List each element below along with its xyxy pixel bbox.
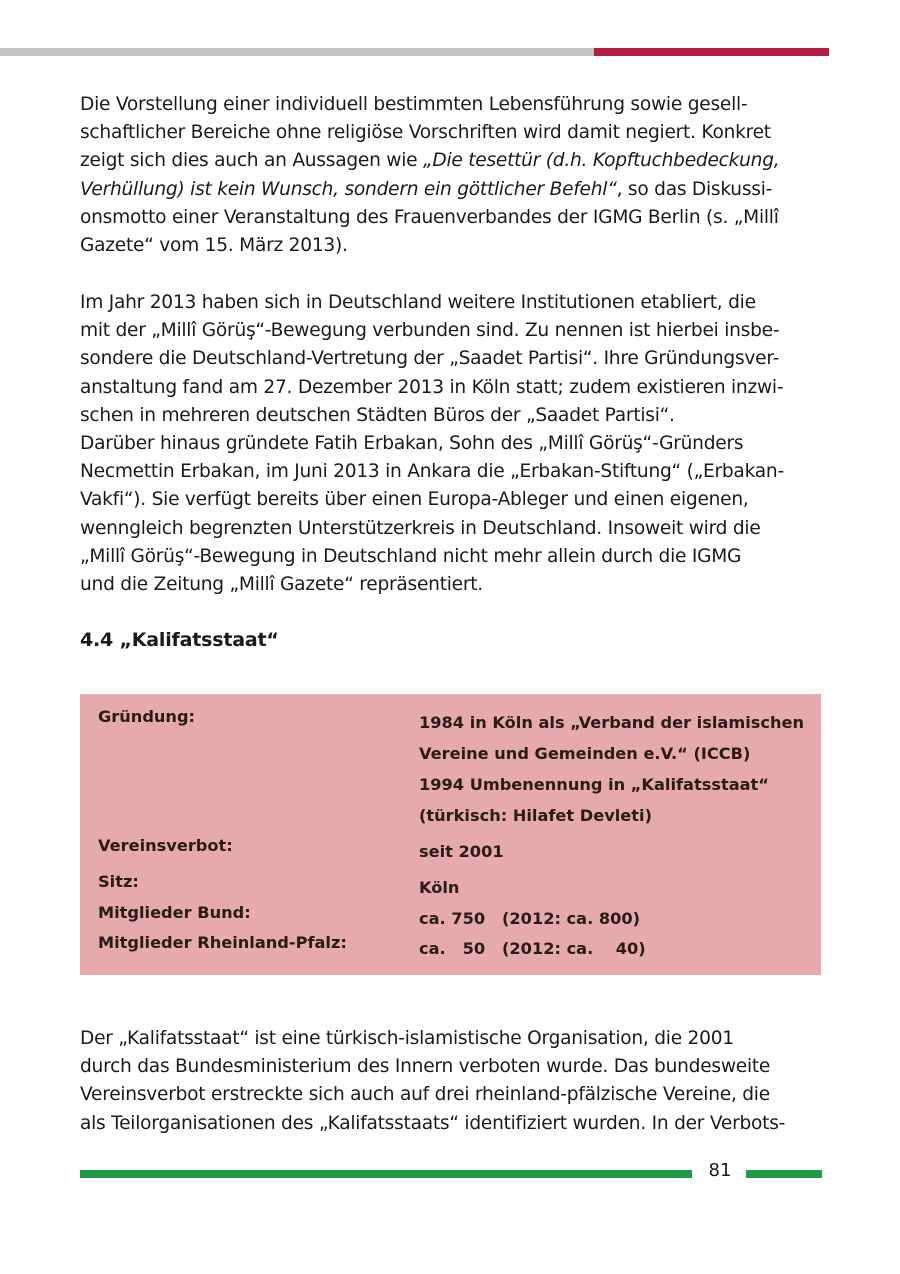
paragraph-3: Der „Kalifatsstaat“ ist eine türkisch-islamistische Organisation, die 2001 durch das Bundesministerium des Innern verboten wurde. Das bundesweite Vereinsverbot erstreckte sich auch auf drei rheinland-pfälzische Vereine, die als Teilorganisationen des „Kalifatsstaats“ identifiziert wurden. In der Verbots-	[80, 1028, 786, 1134]
top-rule-grey	[0, 48, 594, 56]
info-box	[80, 694, 821, 975]
top-rule-red	[594, 48, 829, 56]
info-value: 1984 in Köln als „Verband der islamischen Vereine und Gemeinden e.V.“ (ICCB) 1994 Umbenennung in „Kalifatsstaat“ (türkisch: Hilafet Devleti)	[419, 713, 805, 825]
bottom-rule-left	[80, 1170, 692, 1178]
info-value: ca. 750 (2012: ca. 800)	[419, 909, 641, 928]
info-label: Gründung:	[98, 707, 196, 726]
paragraph-1-text-a: Die Vorstellung einer individuell bestimmten Lebensführung sowie gesell- schaftlicher Bereiche ohne religiöse Vorschriften wird damit negiert. Konkret zeigt sich dies auch an Aussagen wie	[80, 94, 771, 172]
info-label: Vereinsverbot:	[98, 836, 233, 855]
paragraph-1-quote: „Die tesettür (d.h. Kopftuchbedeckung, Verhüllung) ist kein Wunsch, sondern ein göttlicher Befehl“	[80, 150, 780, 200]
info-label: Mitglieder Rheinland-Pfalz:	[98, 933, 347, 952]
info-value: seit 2001	[419, 842, 504, 861]
paragraph-1-text-b: , so das Diskussi- onsmotto einer Veranstaltung des Frauenverbandes der IGMG Berlin (s. „Millî Gazete“ vom 15. März 2013).	[80, 178, 779, 257]
info-label: Mitglieder Bund:	[98, 903, 251, 922]
info-value: ca. 50 (2012: ca. 40)	[419, 939, 646, 958]
paragraph-1	[80, 91, 825, 260]
paragraph-2: Im Jahr 2013 haben sich in Deutschland weitere Institutionen etabliert, die mit der „Millî Görüş“-Bewegung verbunden sind. Zu nennen ist hierbei insbe- sondere die Deutschland-Vertretung der „Saadet Partisi“. Ihre Gründungsver- anstaltung fand am 27. Dezember 2013 in Köln statt; zudem existieren inzwi- schen in mehreren deutschen Städten Büros der „Saadet Partisi“. Darüber hinaus gründete Fatih Erbakan, Sohn des „Millî Görüş“-Gründers Necmettin Erbakan, im Juni 2013 in Ankara die „Erbakan-Stiftung“ („Erbakan- Vakfi“). Sie verfügt bereits über einen Europa-Ableger und einen eigenen, wenngleich begrenzten Unterstützerkreis in Deutschland. Insoweit wird die „Millî Görüş“-Bewegung in Deutschland nicht mehr allein durch die IGMG und die Zeitung „Millî Gazete“ repräsentiert.	[80, 292, 784, 596]
info-value: Köln	[419, 878, 460, 897]
page-number: 81	[708, 1160, 732, 1181]
info-label: Sitz:	[98, 872, 139, 891]
section-heading: 4.4 „Kalifatsstaat“	[80, 629, 279, 651]
bottom-rule-right	[746, 1170, 822, 1178]
